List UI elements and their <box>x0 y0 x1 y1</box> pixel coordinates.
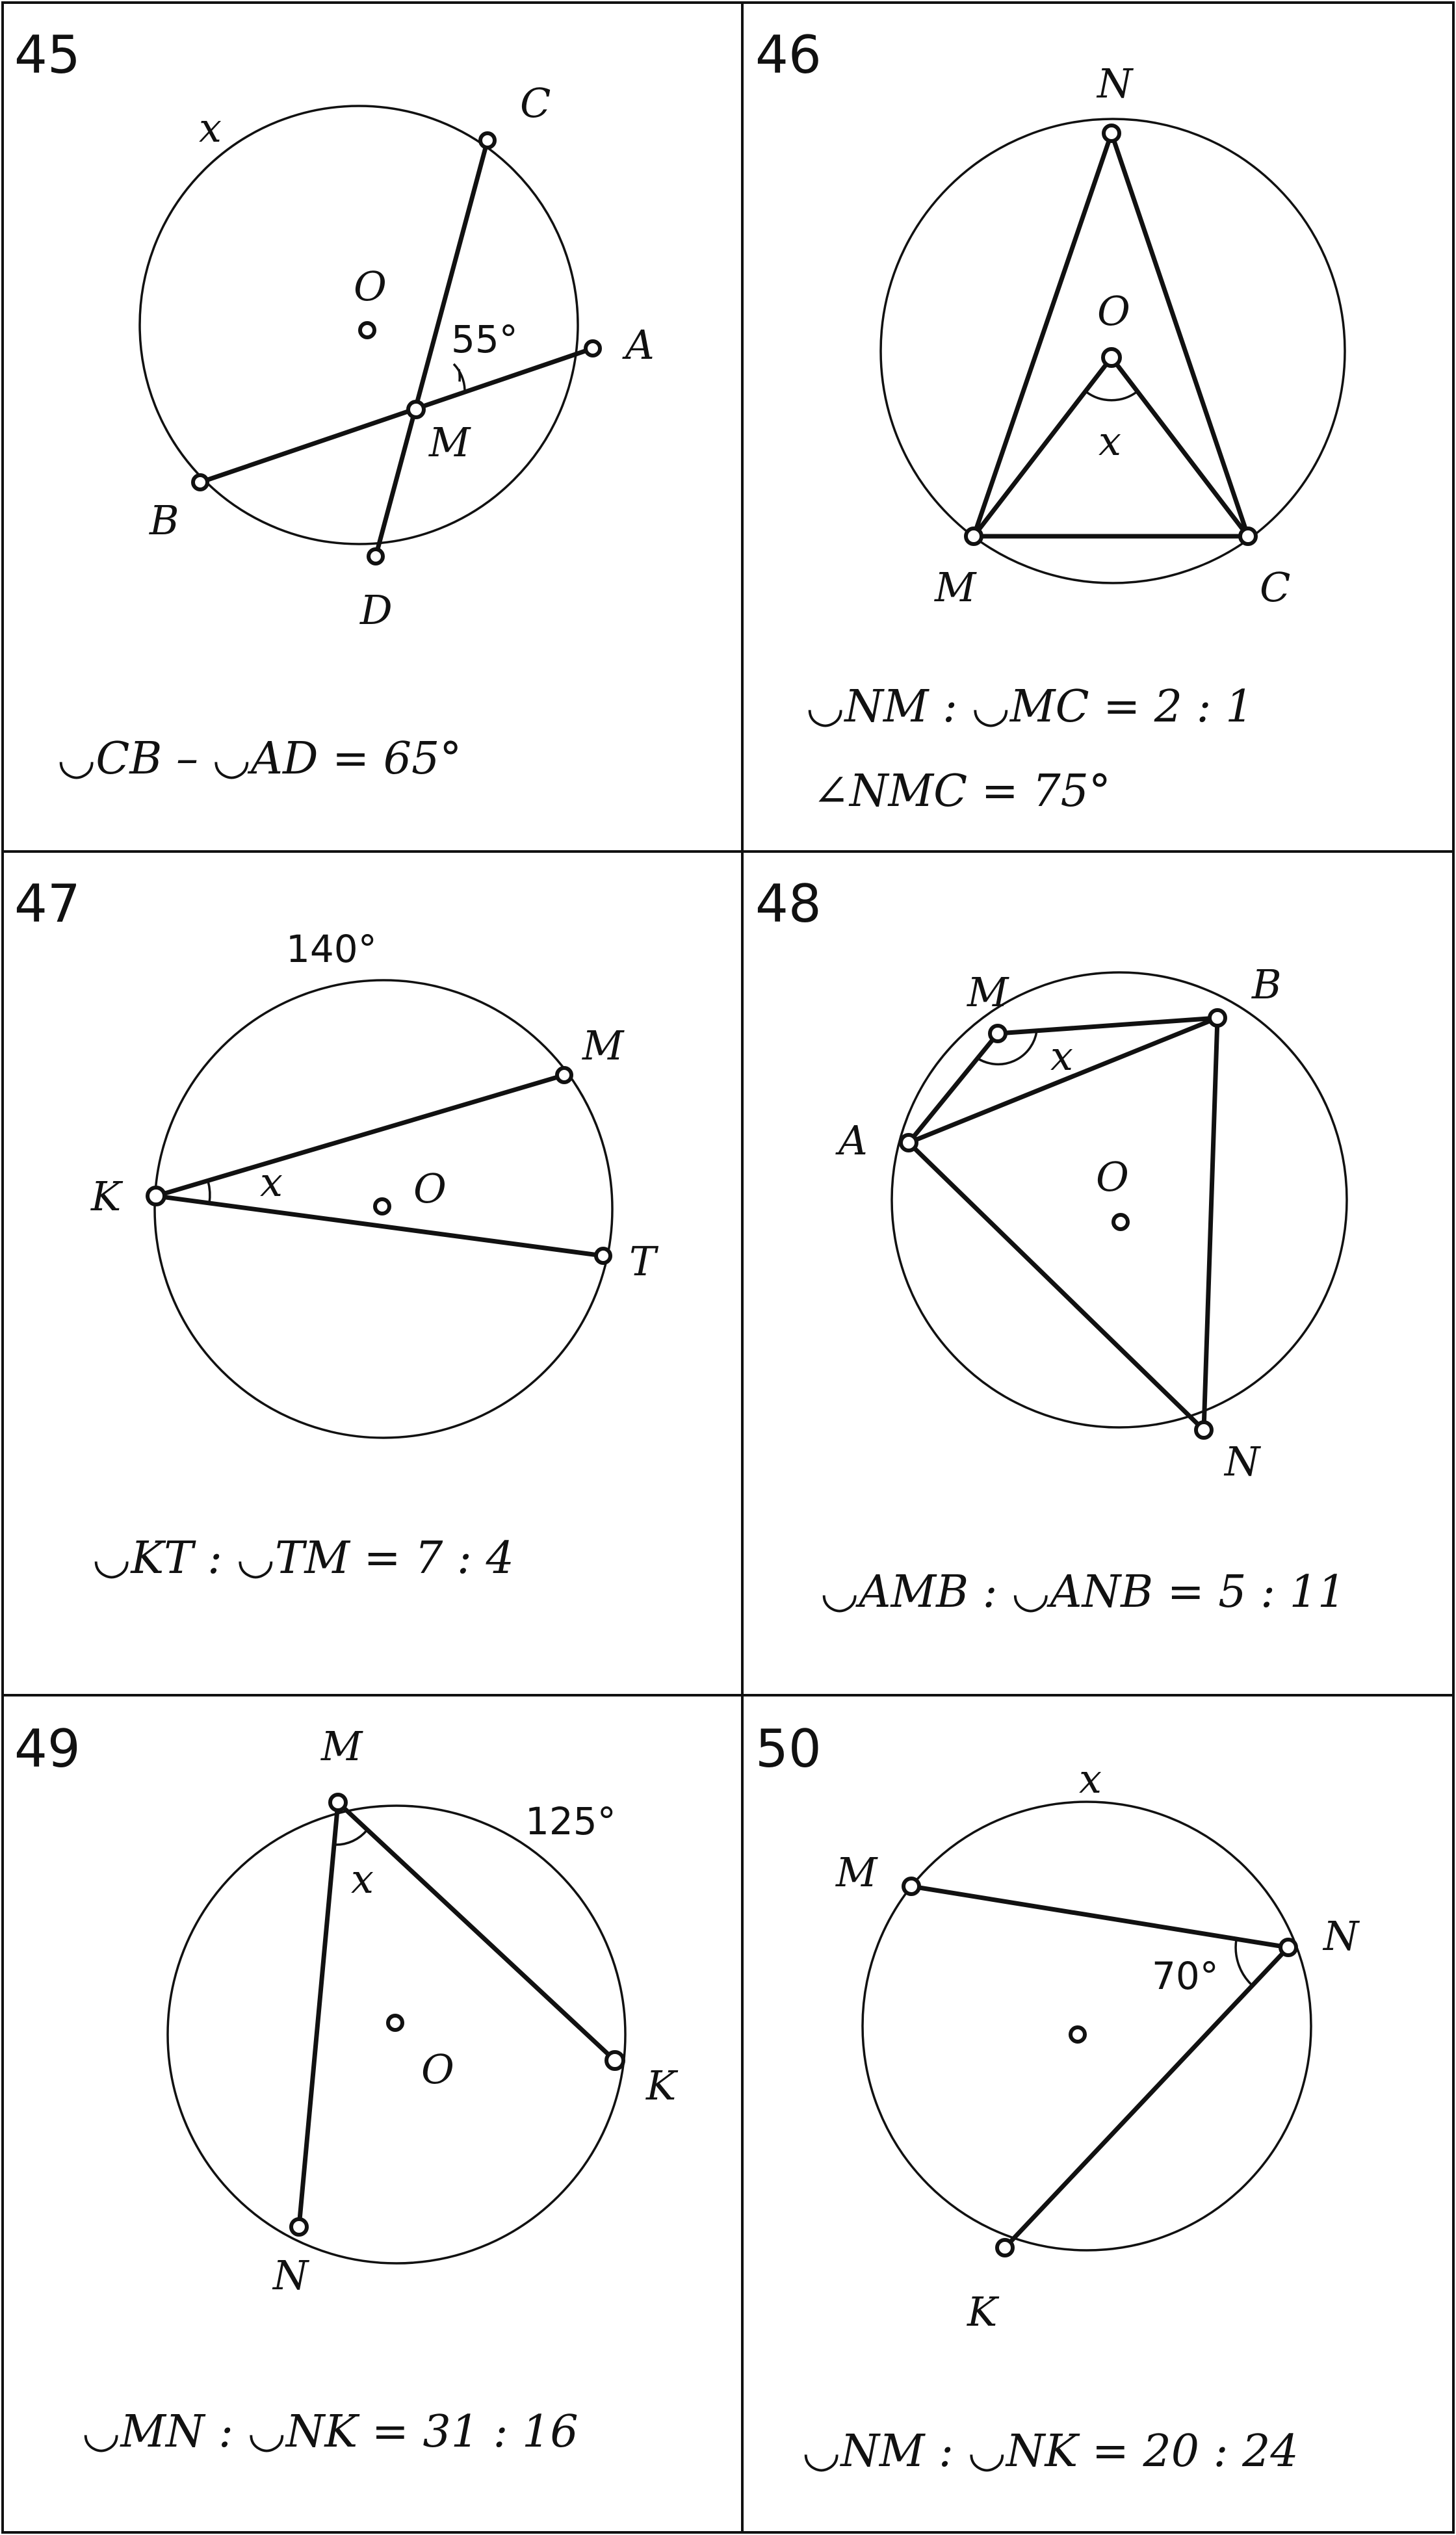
segment-nm <box>974 133 1112 536</box>
label-d: D <box>360 586 393 634</box>
label-n: N <box>1097 60 1133 107</box>
given-condition: ◡MN : ◡NK = 31 : 16 <box>82 2406 578 2458</box>
chord-mn <box>299 1802 338 2227</box>
label-o: O <box>421 2046 454 2093</box>
point-k <box>997 2240 1013 2256</box>
center-point <box>1071 2027 1085 2042</box>
problem-number: 48 <box>755 874 822 934</box>
problem-number: 50 <box>755 1719 822 1779</box>
problem-number: 49 <box>14 1719 81 1779</box>
segment-oc <box>1112 358 1248 536</box>
center-point <box>360 323 374 337</box>
point-m <box>966 528 982 544</box>
point-b <box>193 475 207 489</box>
point-n <box>291 2219 307 2235</box>
circle <box>168 1806 625 2263</box>
point-n <box>1104 125 1119 141</box>
problem-number: 47 <box>14 874 81 934</box>
label-a: A <box>625 321 655 369</box>
angle-label: 55° <box>451 317 518 361</box>
point-a <box>901 1135 916 1150</box>
center-point <box>375 1199 389 1214</box>
problem-46 <box>755 25 1345 817</box>
segment-an <box>909 1143 1204 1430</box>
point-m <box>330 1795 346 1810</box>
label-m: M <box>935 564 976 611</box>
point-m <box>557 1068 571 1082</box>
point-a <box>586 341 600 356</box>
arc-label: 140° <box>286 927 377 971</box>
label-k: K <box>646 2062 677 2109</box>
given-condition: ◡KT : ◡TM = 7 : 4 <box>92 1533 514 1584</box>
problem-50 <box>755 1719 1360 2477</box>
label-m: M <box>321 1722 363 1770</box>
angle-label-x: x <box>260 1158 283 1206</box>
label-n: N <box>1323 1912 1359 1960</box>
label-a: A <box>838 1117 868 1164</box>
point-n <box>1280 1940 1296 1955</box>
given-condition: ◡NM : ◡NK = 20 : 24 <box>802 2426 1299 2477</box>
worksheet-border <box>3 3 1453 2532</box>
label-o: O <box>1097 287 1130 335</box>
angle-arc <box>1236 1940 1252 1985</box>
label-o: O <box>354 263 387 310</box>
label-m: M <box>429 419 471 466</box>
segment-bn <box>1204 1018 1217 1430</box>
given-condition: ◡CB – ◡AD = 65° <box>57 733 462 785</box>
angle-label-x: x <box>1098 417 1121 465</box>
point-k <box>606 2052 623 2069</box>
label-o: O <box>1096 1153 1129 1201</box>
point-k <box>148 1188 164 1204</box>
point-t <box>596 1249 610 1263</box>
problem-49 <box>14 1719 679 2458</box>
point-n <box>1196 1422 1212 1438</box>
point-m <box>408 402 424 417</box>
problem-number: 45 <box>14 25 81 85</box>
segment-om <box>974 358 1112 536</box>
angle-label: 70° <box>1152 1954 1219 1998</box>
chord-ab <box>200 348 593 482</box>
problem-48 <box>755 874 1347 1618</box>
label-o: O <box>413 1165 447 1212</box>
label-t: T <box>629 1238 656 1285</box>
point-c <box>1240 528 1256 544</box>
label-m: M <box>967 968 1009 1016</box>
label-m: M <box>836 1849 878 1896</box>
arc-label: 125° <box>525 1799 616 1843</box>
label-n: N <box>1225 1438 1260 1485</box>
point-d <box>369 549 383 564</box>
given-condition-1: ◡NM : ◡MC = 2 : 1 <box>806 681 1254 733</box>
segment-nc <box>1112 133 1248 536</box>
point-m <box>990 1026 1006 1041</box>
label-m: M <box>582 1022 624 1069</box>
chord-nk <box>1005 1947 1288 2248</box>
label-n: N <box>273 2252 309 2299</box>
label-c: C <box>1260 564 1291 611</box>
label-c: C <box>520 79 551 127</box>
given-condition-2: ∠NMC = 75° <box>812 766 1111 817</box>
angle-arc <box>208 1181 210 1203</box>
angle-label-x: x <box>1050 1032 1073 1080</box>
given-condition: ◡AMB : ◡ANB = 5 : 11 <box>820 1566 1346 1618</box>
angle-arc <box>1086 391 1138 400</box>
problem-45 <box>14 25 655 785</box>
label-b: B <box>150 497 179 544</box>
chord-mn <box>911 1886 1288 1947</box>
angle-arc <box>335 1830 367 1845</box>
chord-km <box>156 1075 564 1196</box>
center-point <box>1113 1215 1128 1229</box>
point-m <box>904 1878 919 1894</box>
label-b: B <box>1252 961 1282 1008</box>
label-k: K <box>91 1173 122 1220</box>
label-k: K <box>967 2288 998 2335</box>
problem-number: 46 <box>755 25 822 85</box>
angle-label-x: x <box>351 1855 374 1903</box>
point-b <box>1210 1010 1225 1026</box>
circle <box>863 1802 1311 2250</box>
point-c <box>480 133 495 148</box>
arc-label-x: x <box>1079 1755 1102 1802</box>
arc-label-x: x <box>199 104 222 151</box>
center-point <box>388 2016 402 2030</box>
problem-47 <box>14 874 659 1584</box>
center-point <box>1103 349 1120 366</box>
